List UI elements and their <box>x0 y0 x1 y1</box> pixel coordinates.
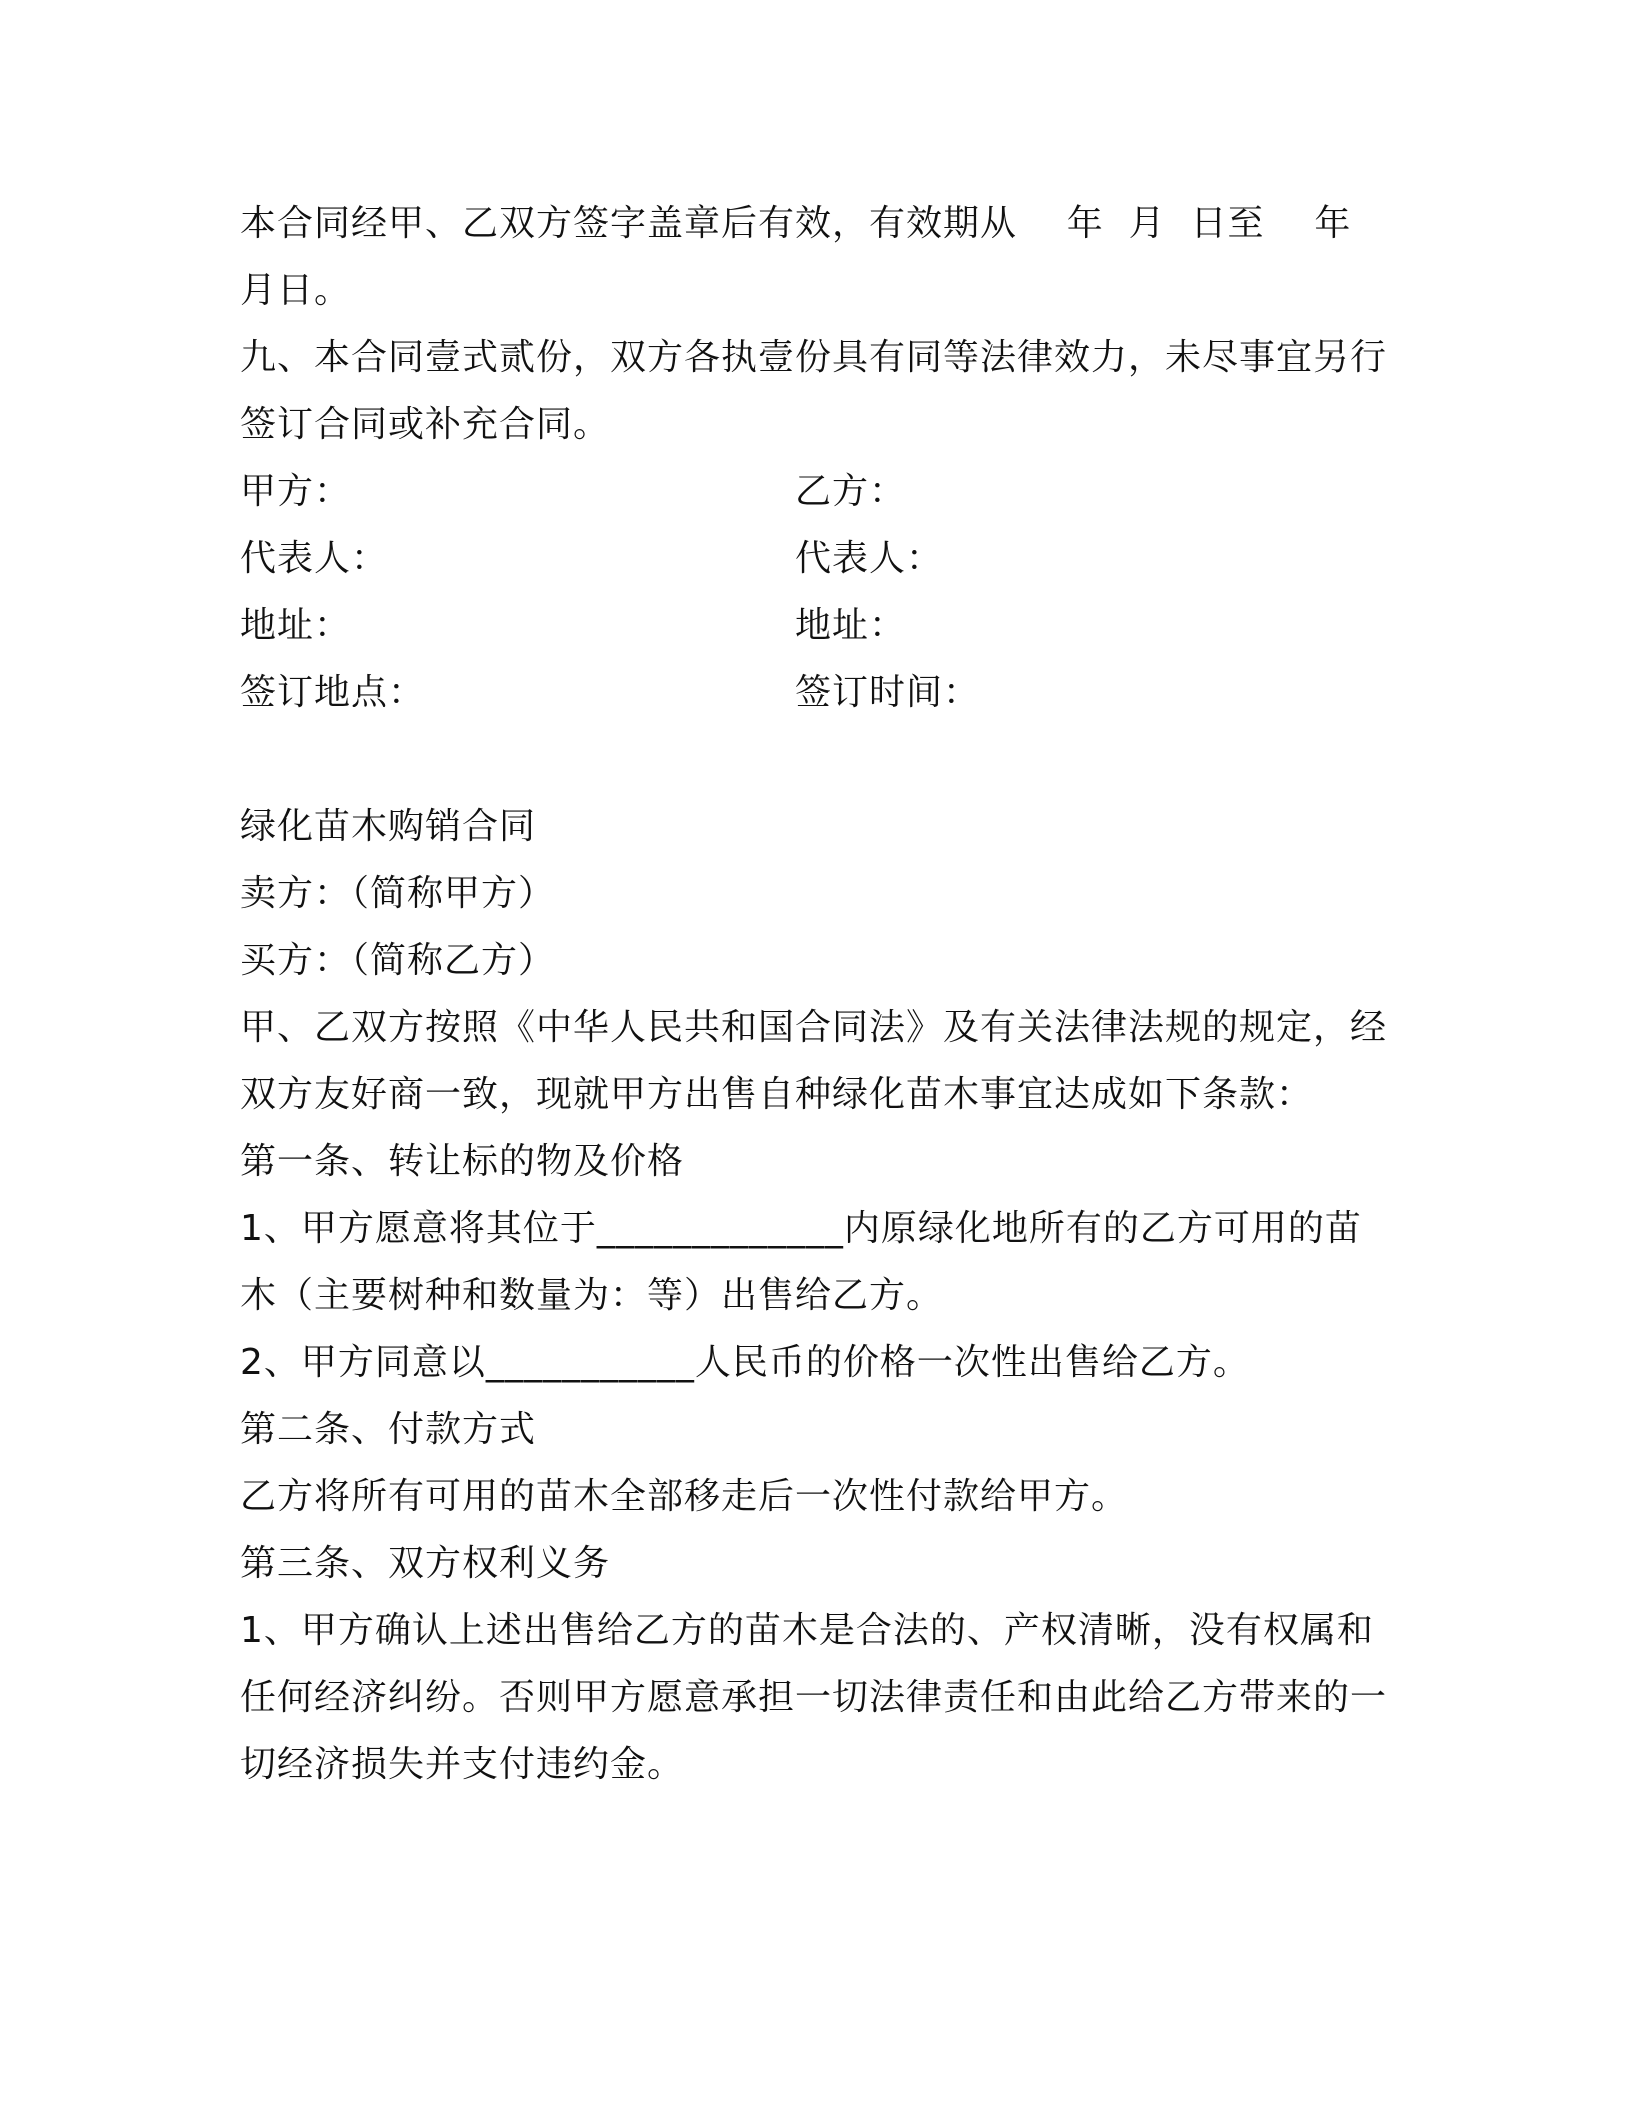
article-2-title: 第二条、付款方式 <box>240 1409 537 1450</box>
rep-b-label: 代表人： <box>795 538 944 579</box>
validity-clause: 本合同经甲、乙双方签字盖章后有效，有效期从 年 月 日至 年 月日。 <box>240 203 1377 311</box>
article-3-title: 第三条、双方权利义务 <box>240 1543 611 1584</box>
party-a-label: 甲方： <box>240 471 352 512</box>
signature-row-place-time <box>240 659 1390 726</box>
signature-row-address <box>240 592 1390 659</box>
party-b-label: 乙方： <box>795 471 907 512</box>
addr-b-label: 地址： <box>795 605 907 646</box>
signature-block <box>240 458 1390 726</box>
time-label: 签订时间： <box>795 672 981 713</box>
section-spacer <box>240 726 1390 793</box>
signature-row-rep <box>240 525 1390 592</box>
contract-title: 绿化苗木购销合同 <box>240 806 537 847</box>
article-1-title: 第一条、转让标的物及价格 <box>240 1141 685 1182</box>
addr-a-label: 地址： <box>240 605 352 646</box>
buyer-line: 买方：（简称乙方） <box>240 940 556 981</box>
article-1-item-2: 2、甲方同意以___________人民币的价格一次性出售给乙方。 <box>240 1342 1250 1383</box>
article-2-text: 乙方将所有可用的苗木全部移走后一次性付款给甲方。 <box>240 1476 1129 1517</box>
seller-line: 卖方：（简称甲方） <box>240 873 556 914</box>
article-3-item-1: 1、甲方确认上述出售给乙方的苗木是合法的、产权清晰，没有权属和任何经济纠纷。否则甲方愿意承担一切法律责任和由此给乙方带来的一切经济损失并支付违约金。 <box>240 1610 1388 1785</box>
document-page <box>240 190 1390 1798</box>
article-1-item-1: 1、甲方愿意将其位于_____________内原绿化地所有的乙方可用的苗木（主要树种和数量为：等）出售给乙方。 <box>240 1208 1362 1316</box>
place-label: 签订地点： <box>240 672 426 713</box>
rep-a-label: 代表人： <box>240 538 389 579</box>
signature-row-party <box>240 458 1390 525</box>
clause-nine: 九、本合同壹式贰份，双方各执壹份具有同等法律效力，未尽事宜另行签订合同或补充合同。 <box>240 337 1388 445</box>
preamble: 甲、乙双方按照《中华人民共和国合同法》及有关法律法规的规定，经双方友好商一致，现就甲方出售自种绿化苗木事宜达成如下条款： <box>240 1007 1388 1115</box>
